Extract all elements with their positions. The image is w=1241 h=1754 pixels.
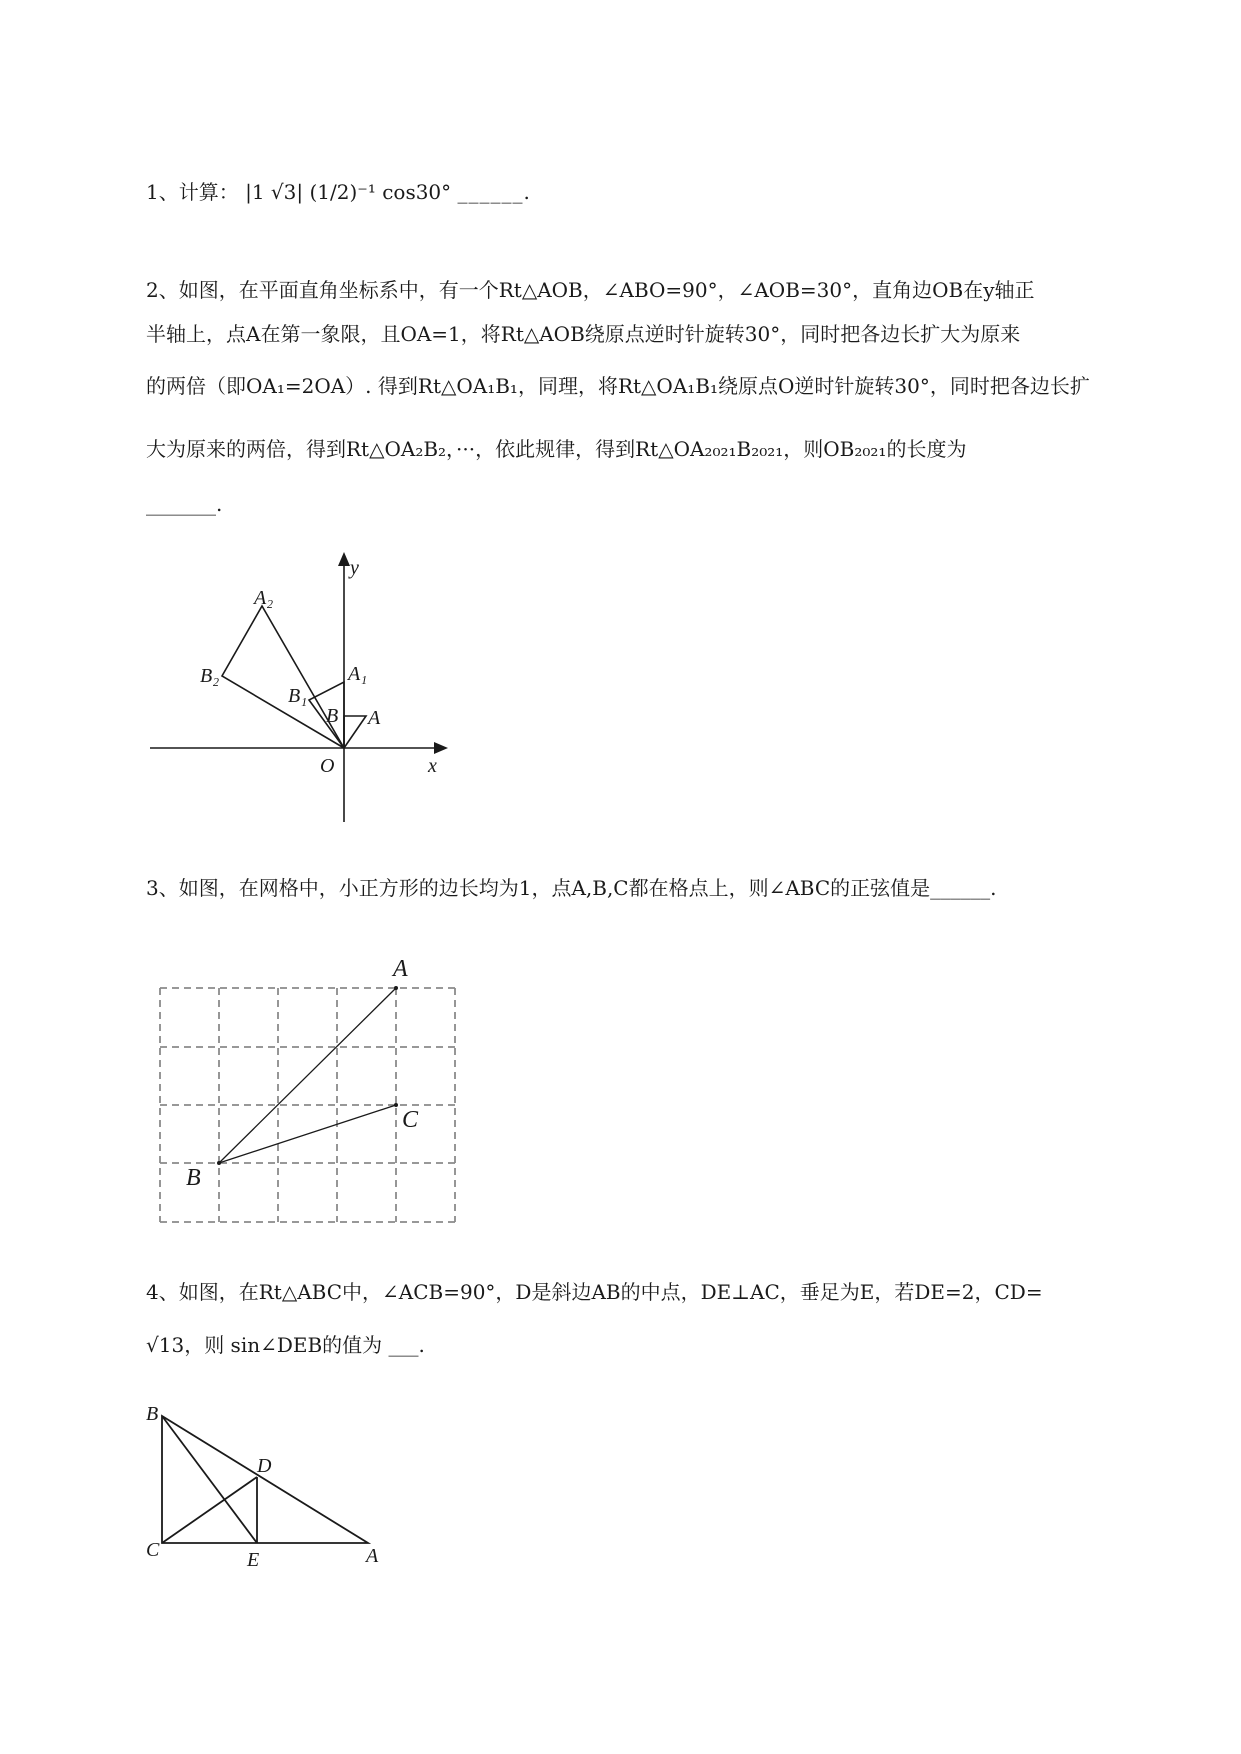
label-a2: A₂: [254, 587, 274, 609]
q4-line-2: √13，则 sin∠DEB的值为 ___.: [146, 1333, 425, 1357]
label-d: D: [257, 1455, 272, 1477]
label-a: A: [368, 707, 381, 729]
q1-number: 1、计算：: [146, 180, 239, 204]
q2-line-5: _______.: [146, 492, 223, 516]
label-b: B: [186, 1165, 201, 1191]
label-e: E: [247, 1549, 260, 1571]
q1-answer-blank: ______.: [457, 180, 531, 204]
q2-line-4: 大为原来的两倍，得到Rt△OA₂B₂，···，依此规律，得到Rt△OA₂₀₂₁B₂₀₂₁，则OB₂₀₂₁的长度为: [146, 437, 967, 461]
label-b2: B₂: [200, 665, 220, 687]
label-b: B: [146, 1403, 159, 1425]
segment-be: [162, 1416, 257, 1543]
segment-cd: [162, 1477, 257, 1543]
label-a1: A₁: [348, 663, 368, 685]
label-a: A: [366, 1545, 379, 1567]
label-c: C: [402, 1107, 419, 1133]
q4-line-1: 4、如图，在Rt△ABC中，∠ACB=90°，D是斜边AB的中点，DE⊥AC，垂足为E，若DE=2，CD=: [146, 1280, 1043, 1304]
q2-line-2: 半轴上，点A在第一象限，且OA=1，将Rt△AOB绕原点逆时针旋转30°，同时把各边长扩大为原来: [146, 322, 1021, 346]
q1-expression: |1 √3| (1/2)⁻¹ cos30°: [245, 180, 452, 204]
q3-text: 3、如图，在网格中，小正方形的边长均为1，点A,B,C都在格点上，则∠ABC的正弦值是______.: [146, 876, 997, 900]
label-b: B: [326, 705, 339, 727]
label-b1: B₁: [288, 685, 308, 707]
q2-line-1: 2、如图，在平面直角坐标系中，有一个Rt△AOB，∠ABO=90°，∠AOB=30°，直角边OB在y轴正: [146, 278, 1035, 302]
label-y: y: [350, 557, 359, 579]
label-c: C: [146, 1539, 160, 1561]
q2-line-3: 的两倍（即OA₁=2OA）. 得到Rt△OA₁B₁，同理，将Rt△OA₁B₁绕原点O逆时针旋转30°，同时把各边长扩: [146, 374, 1090, 398]
label-a: A: [393, 956, 408, 982]
triangle-abc: [162, 1416, 368, 1543]
label-x: x: [428, 755, 437, 777]
label-o: O: [320, 755, 335, 777]
